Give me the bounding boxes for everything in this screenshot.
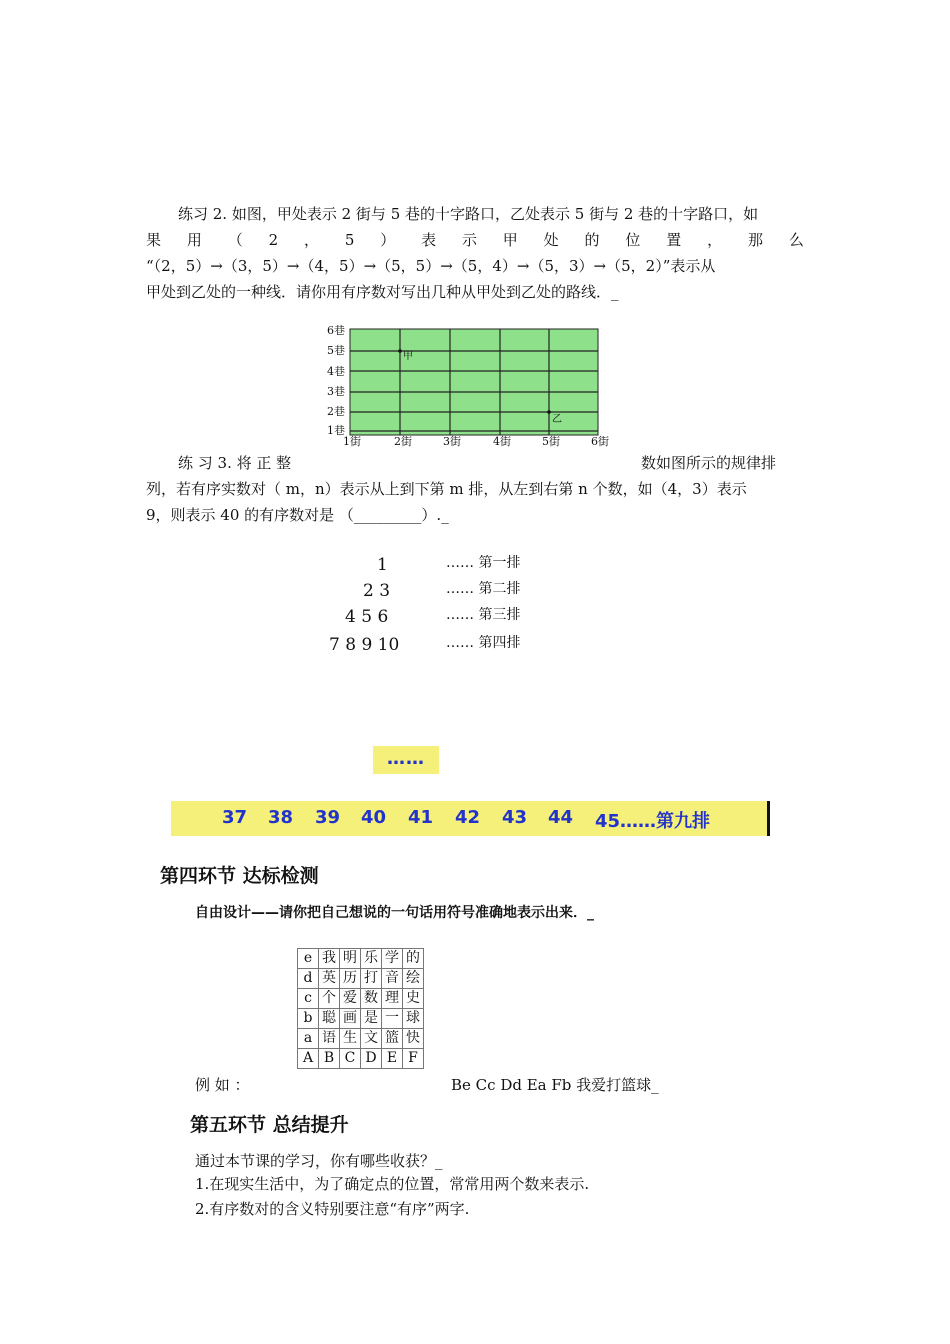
section5-point-2: 2.有序数对的含义特别要注意“有序”两字. [195,1200,470,1218]
point-a-label: 甲 [403,351,413,362]
ex2-line2-token: 5 [344,231,355,249]
lane-label-1: 1巷 [327,424,345,437]
ex2-line2-token: 用 [186,231,202,249]
grid-cell: 是 [361,1009,382,1029]
grid-cell: 篮 [382,1029,403,1049]
triangle-row-3: 4 5 6 [345,607,389,627]
triangle-label-3: …… 第三排 [446,607,521,623]
grid-cell: 聪 [319,1009,340,1029]
row9-number: 44 [548,807,574,828]
street-label-6: 6街 [591,435,609,448]
ex2-line3: “（2，5）→（3，5）→（4，5）→（5，5）→（5，4）→（5，3）→（5，2）”表示从 [146,257,716,275]
ex2-line2-token: 置 [666,231,682,249]
row-nine-banner [171,801,770,836]
grid-cell: d [298,969,319,989]
row9-number: 41 [408,807,434,828]
ellipsis-banner: …… [373,746,439,774]
row9-number: 38 [268,807,294,828]
triangle-row-2: 2 3 [363,581,391,601]
grid-cell: 生 [340,1029,361,1049]
point-a-marker [398,349,402,353]
lane-label-2: 2巷 [327,405,345,418]
street-label-1: 1街 [343,435,361,448]
ex2-line2-token: 处 [543,231,559,249]
grid-cell: 的 [403,949,424,969]
grid-row [298,949,424,969]
ex2-line2-token: 位 [625,231,641,249]
ex2-line2-token: 示 [461,231,477,249]
ex2-line2-token: 的 [584,231,600,249]
grid-row [298,1009,424,1029]
ex2-line2-token: ， [303,231,319,249]
example-answer: Be Cc Dd Ea Fb 我爱打篮球_ [451,1076,659,1094]
grid-cell: E [382,1049,403,1069]
grid-cell: 快 [403,1029,424,1049]
row9-last: 45……第九排 [595,811,711,832]
ex2-line4: 甲处到乙处的一种线．请你用有序数对写出几种从甲处到乙处的路线．_ [146,283,619,301]
grid-cell: e [298,949,319,969]
grid-cell: 我 [319,949,340,969]
grid-row [298,1049,424,1069]
grid-cell: 数 [361,989,382,1009]
ex2-line2-token: 甲 [502,231,518,249]
grid-cell: 一 [382,1009,403,1029]
grid-cell: 个 [319,989,340,1009]
grid-cell: a [298,1029,319,1049]
triangle-label-1: …… 第一排 [446,555,521,571]
grid-cell: 画 [340,1009,361,1029]
ex2-line2-token: 么 [788,231,804,249]
street-label-5: 5街 [542,435,560,448]
grid-cell: 明 [340,949,361,969]
ex2-line2-token: 2 [268,231,279,249]
grid-cell: 史 [403,989,424,1009]
ex2-line2-token: 那 [747,231,763,249]
section5-question: 通过本节课的学习，你有哪些收获？_ [195,1152,443,1170]
grid-cell: 理 [382,989,403,1009]
grid-cell: 乐 [361,949,382,969]
point-b-label: 乙 [552,414,562,425]
section4-title: 第四环节 达标检测 [160,865,319,887]
grid-cell: A [298,1049,319,1069]
row9-number: 40 [361,807,387,828]
ex3-line3: 9，则表示 40 的有序数对是 （_________）._ [146,506,449,524]
ex3-line2: 列，若有序实数对（ m，n）表示从上到下第 m 排，从左到右第 n 个数，如（4，3）表示 [146,480,747,498]
ex2-line2-token: 表 [421,231,437,249]
street-label-3: 3街 [443,435,461,448]
section5-title: 第五环节 总结提升 [190,1114,349,1136]
ex3-line1-left: 练 习 3. 将 正 整 [178,454,292,472]
triangle-row-1: 1 [377,555,388,575]
triangle-label-4: …… 第四排 [446,635,521,651]
street-map [323,323,623,448]
grid-cell: D [361,1049,382,1069]
grid-cell: F [403,1049,424,1069]
triangle-row-4: 7 8 9 10 [329,635,400,655]
point-b-marker [547,410,551,414]
lane-label-6: 6巷 [327,324,345,337]
row9-number: 42 [455,807,481,828]
ex2-line1: 练习 2. 如图，甲处表示 2 街与 5 巷的十字路口，乙处表示 5 街与 2 巷的十字路口，如 [178,205,759,223]
lane-label-3: 3巷 [327,385,345,398]
lane-label-5: 5巷 [327,344,345,357]
section4-instruction: 自由设计——请你把自己想说的一句话用符号准确地表示出来．_ [195,905,594,921]
grid-cell: 英 [319,969,340,989]
grid-cell: 球 [403,1009,424,1029]
street-label-4: 4街 [493,435,511,448]
grid-cell: 历 [340,969,361,989]
grid-cell: 爱 [340,989,361,1009]
ex2-line2-token: ） [380,231,396,249]
grid-cell: b [298,1009,319,1029]
street-label-2: 2街 [394,435,412,448]
ex2-line2 [146,227,804,253]
character-grid [297,948,424,1069]
ex2-line2-token: ， [707,231,723,249]
grid-row [298,989,424,1009]
grid-row [298,969,424,989]
example-label: 例 如 ： [195,1076,250,1094]
grid-cell: C [340,1049,361,1069]
grid-cell: B [319,1049,340,1069]
grid-cell: 学 [382,949,403,969]
grid-row [298,1029,424,1049]
grid-cell: 打 [361,969,382,989]
grid-cell: 音 [382,969,403,989]
row9-number: 39 [315,807,341,828]
triangle-label-2: …… 第二排 [446,581,521,597]
grid-cell: 绘 [403,969,424,989]
grid-cell: 文 [361,1029,382,1049]
grid-cell: c [298,989,319,1009]
ex2-line2-token: （ [227,231,243,249]
section5-point-1: 1.在现实生活中，为了确定点的位置，常常用两个数来表示. [195,1175,590,1193]
ex3-line1-right: 数如图所示的规律排 [641,454,777,472]
grid-cell: 语 [319,1029,340,1049]
ex2-line2-token: 果 [146,231,162,249]
row9-number: 37 [222,807,248,828]
lane-label-4: 4巷 [327,365,345,378]
row9-number: 43 [502,807,528,828]
